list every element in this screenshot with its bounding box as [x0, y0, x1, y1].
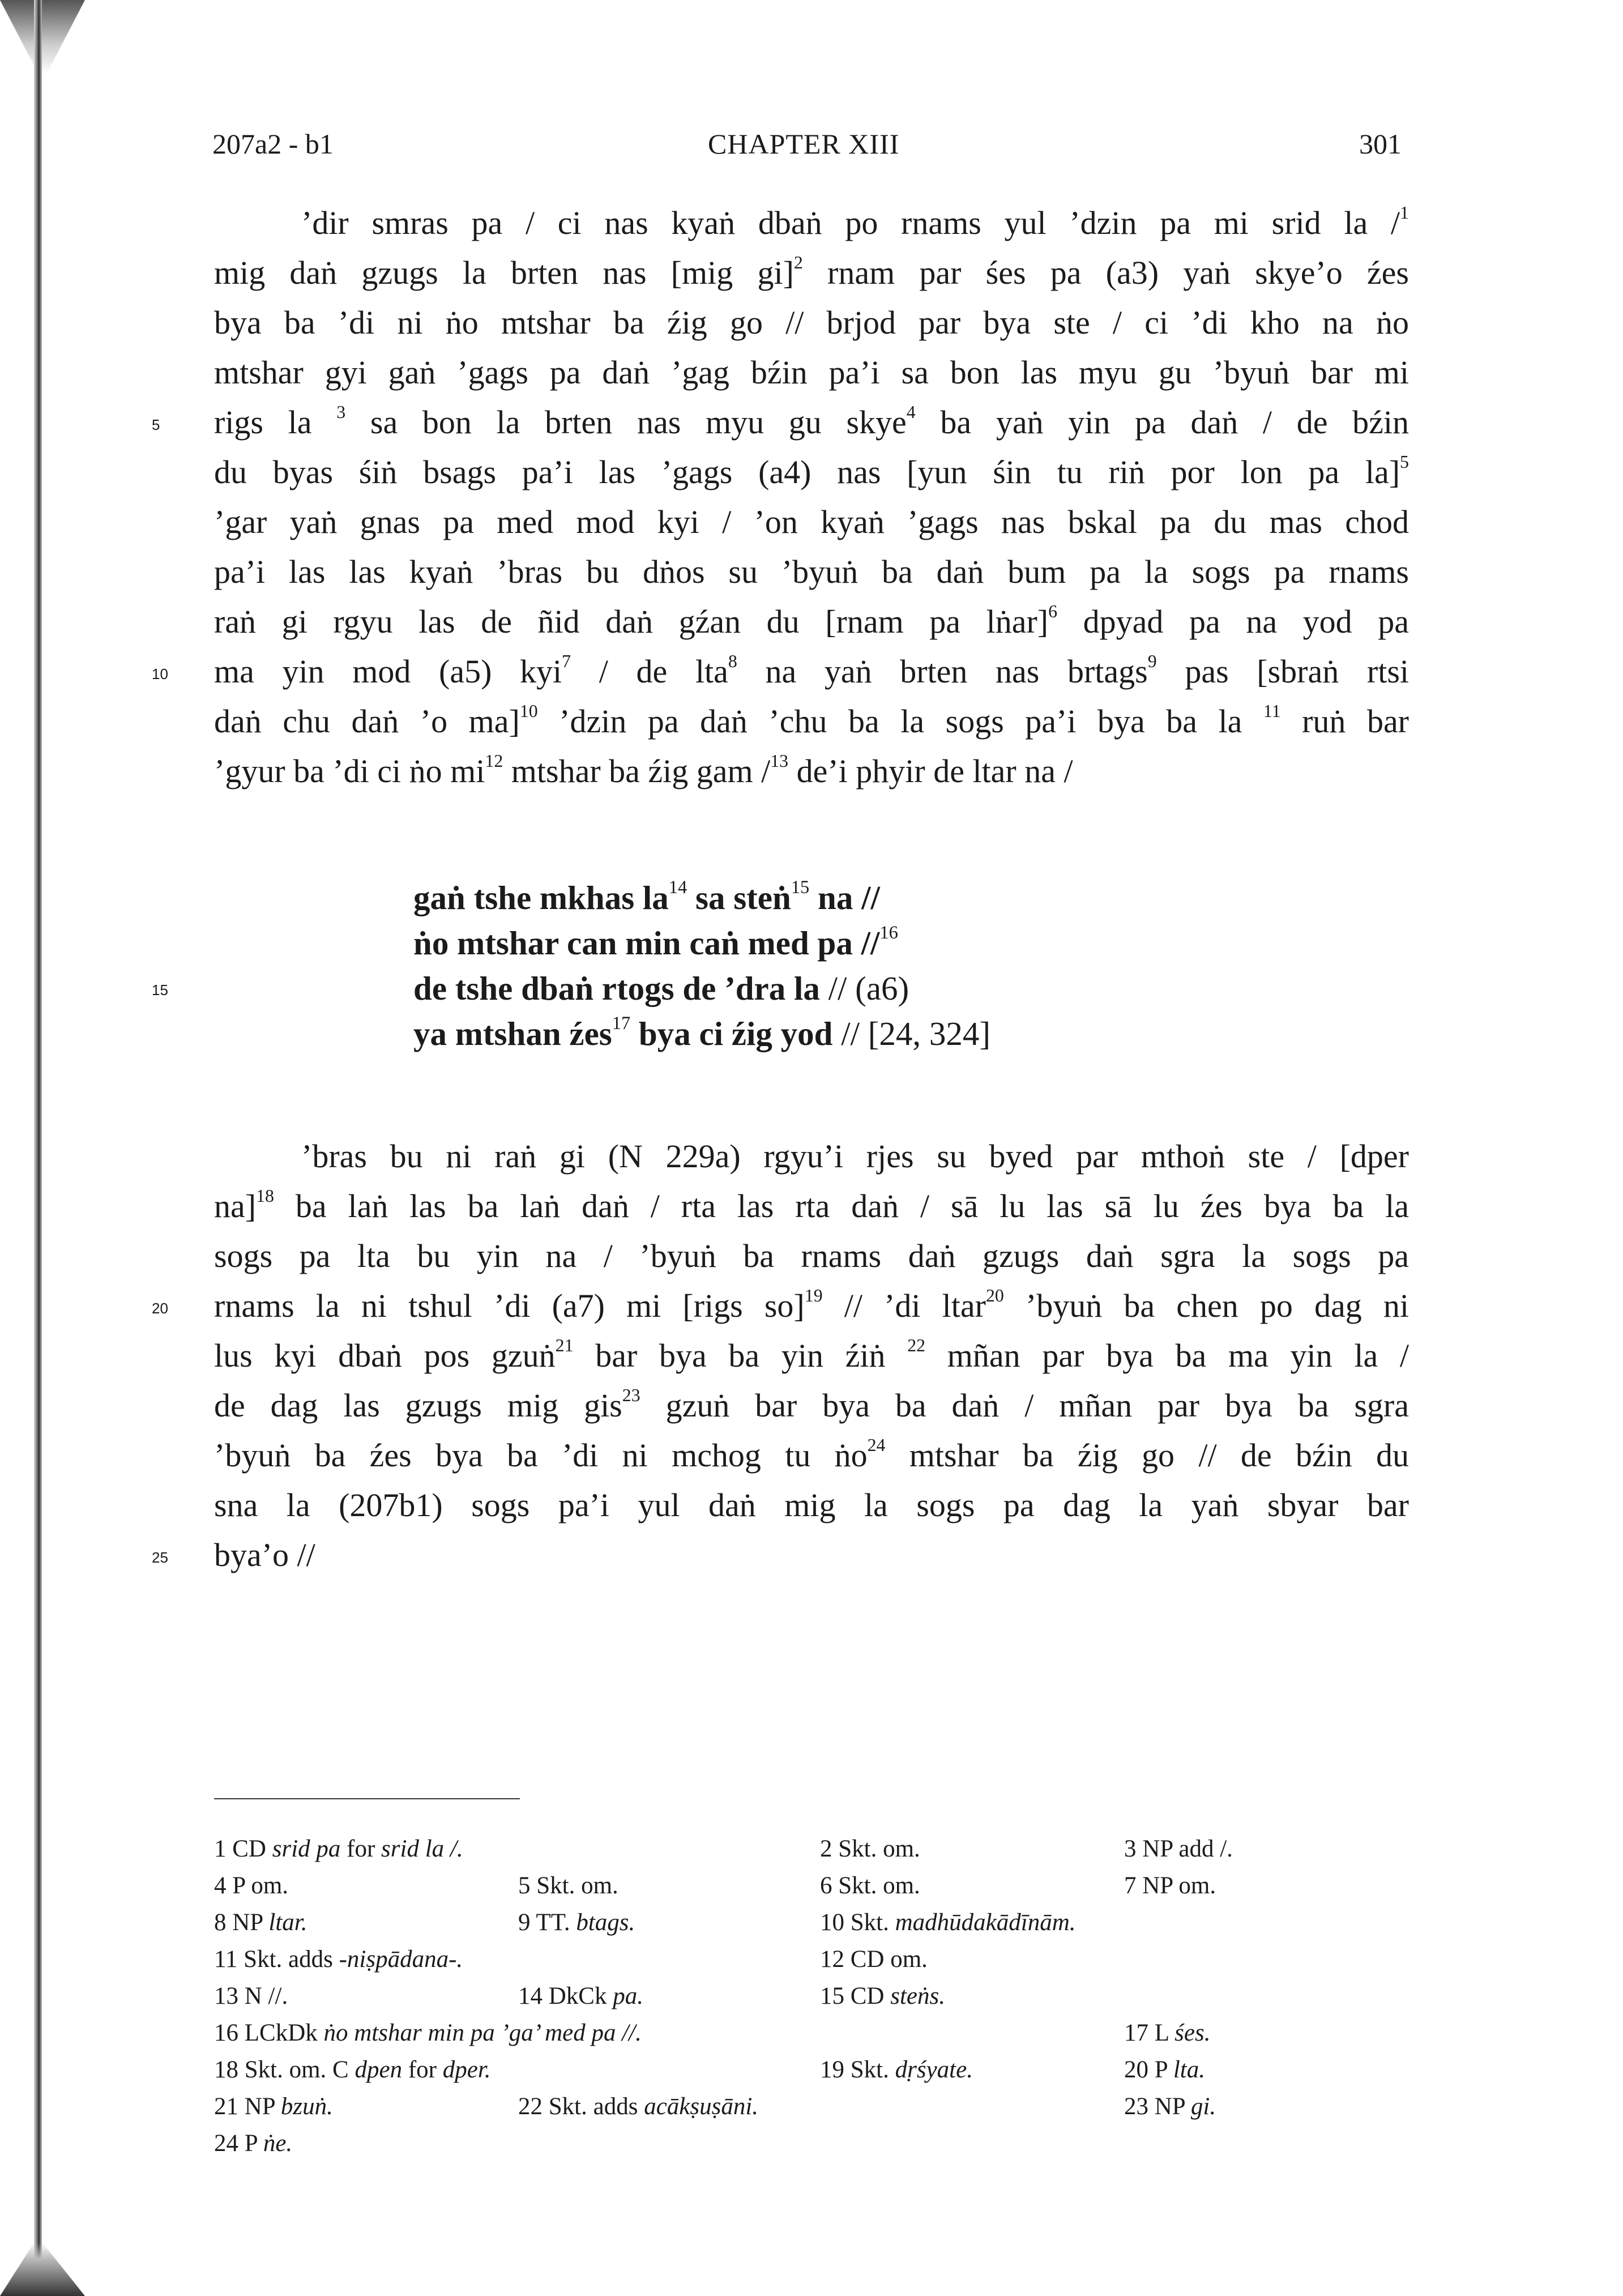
footnote: 9 TT. btags. — [518, 1909, 635, 1936]
text-line: lus kyi dbaṅ pos gzuṅ$^{21}$ bar bya ba yin źiṅ $^{22}$ mñan par bya ba ma yin la / — [214, 1335, 1410, 1374]
footnote: 21 NP bzuṅ. — [214, 2093, 333, 2120]
footnote: 1 CD srid pa for srid la /. — [214, 1836, 463, 1862]
text-line: ’bras bu ni raṅ gi (N 229a) rgyu’i rjes su byed par mthoṅ ste / [dper — [301, 1138, 1409, 1175]
footnote: 10 Skt. madhūdakādīnām. — [820, 1909, 1076, 1936]
line-number: 10 — [152, 665, 168, 682]
text-line: ’gar yaṅ gnas pa med mod kyi / ’on kyaṅ ’gags nas bskal pa du mas chod — [214, 503, 1409, 540]
footnote: 4 P om. — [214, 1872, 289, 1899]
text-line: de dag las gzugs mig gis$^{23}$ gzuṅ bar bya ba daṅ / mñan par bya ba sgra — [214, 1385, 1409, 1424]
footnote: 15 CD steṅs. — [820, 1983, 945, 2009]
footnote: 11 Skt. adds -niṣpādana-. — [214, 1946, 463, 1973]
footnote: 17 L śes. — [1124, 2020, 1211, 2046]
verse-line: gaṅ tshe mkhas $la^{14}$ sa steṅ$^{15}$ na // — [413, 877, 880, 916]
footnote: 2 Skt. om. — [820, 1836, 920, 1862]
footnote: 3 NP add /. — [1124, 1836, 1233, 1862]
text-line: rnams la ni tshul ’di (a7) mi [rigs so]$^{19}$ // ’di ltar$^{20}$ ’byuṅ ba chen po dag ni — [214, 1285, 1410, 1324]
footnote: 23 NP gi. — [1124, 2093, 1216, 2120]
verse-line: ya mtshan źes$^{17}$ bya ci źig yod // [24, 324] — [413, 1013, 991, 1052]
text-line: ’dir smras pa / ci nas kyaṅ dbaṅ po rnams yul ’dzin pa mi srid la /$^1$ — [301, 202, 1409, 241]
chapter-title: CHAPTER XIII — [708, 128, 900, 160]
text-line: ’gyur ba ’di ci ṅo $mi^{12}$ mtshar ba źig gam /$^{13}$ de’i phyir de ltar na / — [214, 750, 1073, 789]
footnote: 5 Skt. om. — [518, 1872, 618, 1899]
text-line: raṅ gi rgyu las de ñid daṅ gźan du [rnam pa lṅar]$^6$ dpyad pa na yod pa — [214, 601, 1410, 640]
line-number: 20 — [152, 1300, 168, 1317]
footnote: 8 NP ltar. — [214, 1909, 307, 1936]
text-line: bya ba ’di ni ṅo mtshar ba źig go // brjod par bya ste / ci ’di kho na ṅo — [214, 304, 1409, 341]
text-line: daṅ chu daṅ ’o ma]$^{10}$ ’dzin pa daṅ ’chu ba la sogs pa’i bya ba la $^{11}$ ruṅ bar — [214, 701, 1410, 740]
text-line: sna la (207b1) sogs pa’i yul daṅ mig la sogs pa dag la yaṅ sbyar bar — [214, 1487, 1409, 1523]
footnote: 16 LCkDk ṅo mtshar min pa ’ga’ med pa //. — [214, 2020, 642, 2046]
line-number: 5 — [152, 416, 160, 433]
book-spine-shadow-bottom — [0, 2243, 85, 2296]
text-line: sogs pa lta bu yin na / ’byuṅ ba rnams daṅ gzugs daṅ sgra la sogs pa — [214, 1237, 1409, 1274]
text-line: mig daṅ gzugs la brten nas [mig gi]$^2$ rnam par śes pa (a3) yaṅ skye’o źes — [214, 252, 1409, 291]
footnote: 22 Skt. adds acākṣuṣāni. — [518, 2093, 759, 2120]
text-line: du byas śiṅ bsags pa’i las ’gags (a4) nas [yun śin tu riṅ por lon pa la]$^5$ — [214, 451, 1409, 490]
verse-line: ṅo mtshar can min caṅ med pa //$^{16}$ — [413, 923, 898, 962]
running-head-folio: 207a2 - b1 — [212, 128, 334, 160]
line-number: 25 — [152, 1549, 168, 1566]
page-number: 301 — [1359, 128, 1402, 160]
footnote: 6 Skt. om. — [820, 1872, 920, 1899]
text-line: pa’i las las kyaṅ ’bras bu dṅos su ’byuṅ ba daṅ bum pa la sogs pa rnams — [214, 553, 1409, 590]
book-spine — [34, 0, 42, 2296]
text-line: ma yin mod (a5) kyi$^7$ / de lta$^8$ na yaṅ brten nas brtags$^9$ pas [sbraṅ rtsi — [214, 651, 1410, 690]
line-number: 15 — [152, 981, 168, 998]
text-line: rigs la $^3$ sa bon la brten nas myu gu skye$^4$ ba yaṅ yin pa daṅ / de bźin — [214, 402, 1409, 441]
footnote: 20 P lta. — [1124, 2056, 1205, 2083]
book-spine-shadow-top — [0, 0, 85, 74]
footnote: 13 N //. — [214, 1983, 288, 2009]
footnote: 14 DkCk pa. — [518, 1983, 643, 2009]
text-line: bya’o // — [214, 1537, 315, 1573]
footnote: 19 Skt. dṛśyate. — [820, 2056, 973, 2083]
footnote: 18 Skt. om. C dpen for dper. — [214, 2056, 491, 2083]
footnote: 24 P ṅe. — [214, 2130, 293, 2157]
text-line: na]$^{18}$ ba laṅ las ba laṅ daṅ / rta las rta daṅ / sā lu las sā lu źes bya ba la — [214, 1185, 1409, 1224]
footnote-rule — [214, 1798, 520, 1799]
verse-line: de tshe dbaṅ rtogs de ’dra la // (a6) — [413, 970, 909, 1007]
text-line: ’byuṅ ba źes bya ba ’di ni mchog tu ṅo$^{24}$ mtshar ba źig go // de bźin du — [214, 1435, 1409, 1474]
footnote: 12 CD om. — [820, 1946, 928, 1973]
footnote: 7 NP om. — [1124, 1872, 1216, 1899]
text-line: mtshar gyi gaṅ ’gags pa daṅ ’gag bźin pa’i sa bon las myu gu ’byuṅ bar mi — [214, 354, 1409, 391]
